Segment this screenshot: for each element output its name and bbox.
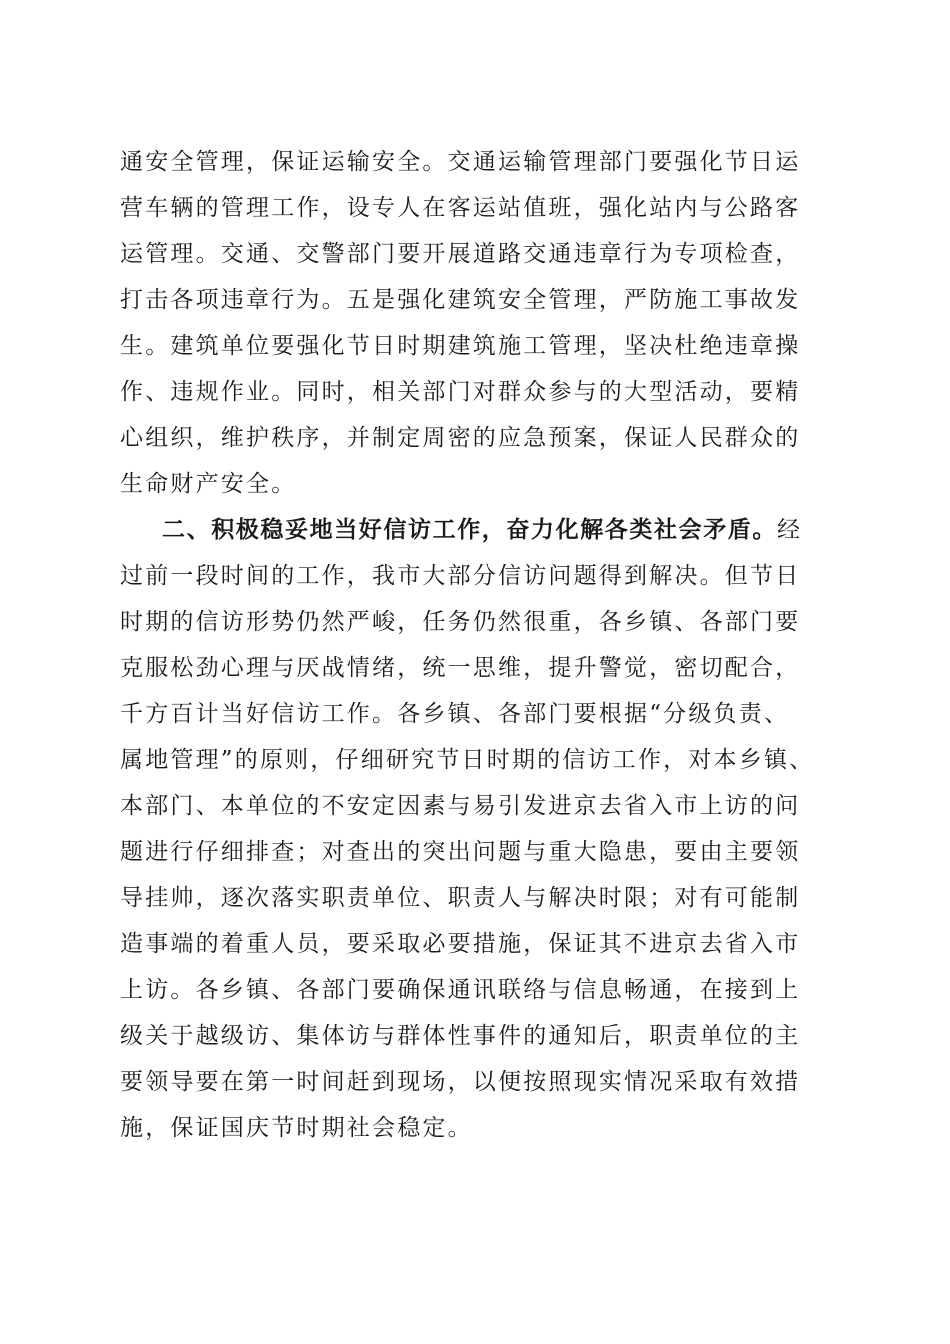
para2-first-tail: 经 <box>777 517 803 543</box>
para2-line-11: 上访。各乡镇、各部门要确保通讯联络与信息畅通，在接到上 <box>120 977 801 1003</box>
para2-line-7: 本部门、本单位的不安定因素与易引发进京去省入市上访的问 <box>120 793 801 819</box>
para2-line-12: 级关于越级访、集体访与群体性事件的通知后，职责单位的主 <box>120 1023 801 1049</box>
para1-line-3: 运管理。交通、交警部门要开展道路交通违章行为专项检查， <box>120 241 801 267</box>
para1-line-6: 作、违规作业。同时，相关部门对群众参与的大型活动，要精 <box>120 379 801 405</box>
para1-line-8: 生命财产安全。 <box>120 471 297 497</box>
para1-line-2: 营车辆的管理工作，设专人在客运站值班，强化站内与公路客 <box>120 195 801 221</box>
para2-line-9: 导挂帅，逐次落实职责单位、职责人与解决时限；对有可能制 <box>120 885 801 911</box>
para2-line-4: 克服松劲心理与厌战情绪，统一思维，提升警觉，密切配合， <box>120 655 801 681</box>
para2-line-8: 题进行仔细排查；对查出的突出问题与重大隐患，要由主要领 <box>120 839 801 865</box>
para2-line-3: 时期的信访形势仍然严峻，任务仍然很重，各乡镇、各部门要 <box>120 609 801 635</box>
para2-line-10: 造事端的着重人员，要采取必要措施，保证其不进京去省入市 <box>120 931 801 957</box>
para2-line-6: 属地管理”的原则，仔细研究节日时期的信访工作，对本乡镇、 <box>120 747 815 773</box>
para2-line-14: 施，保证国庆节时期社会稳定。 <box>120 1115 473 1141</box>
para2-line-13: 要领导要在第一时间赶到现场，以便按照现实情况采取有效措 <box>120 1069 801 1095</box>
para1-line-1: 通安全管理，保证运输安全。交通运输管理部门要强化节日运 <box>120 149 801 175</box>
para2-line-1 <box>162 512 802 548</box>
para2-line-5: 千方百计当好信访工作。各乡镇、各部门要根据“分级负责、 <box>120 701 790 727</box>
para1-line-7: 心组织，维护秩序，并制定周密的应急预案，保证人民群众的 <box>120 425 801 451</box>
para1-line-4: 打击各项违章行为。五是强化建筑安全管理，严防施工事故发 <box>120 287 801 313</box>
para2-line-2: 过前一段时间的工作，我市大部分信访问题得到解决。但节日 <box>120 563 801 589</box>
para1-line-5: 生。建筑单位要强化节日时期建筑施工管理，坚决杜绝违章操 <box>120 333 801 359</box>
section-heading: 二、积极稳妥地当好信访工作，奋力化解各类社会矛盾。 <box>162 517 777 543</box>
